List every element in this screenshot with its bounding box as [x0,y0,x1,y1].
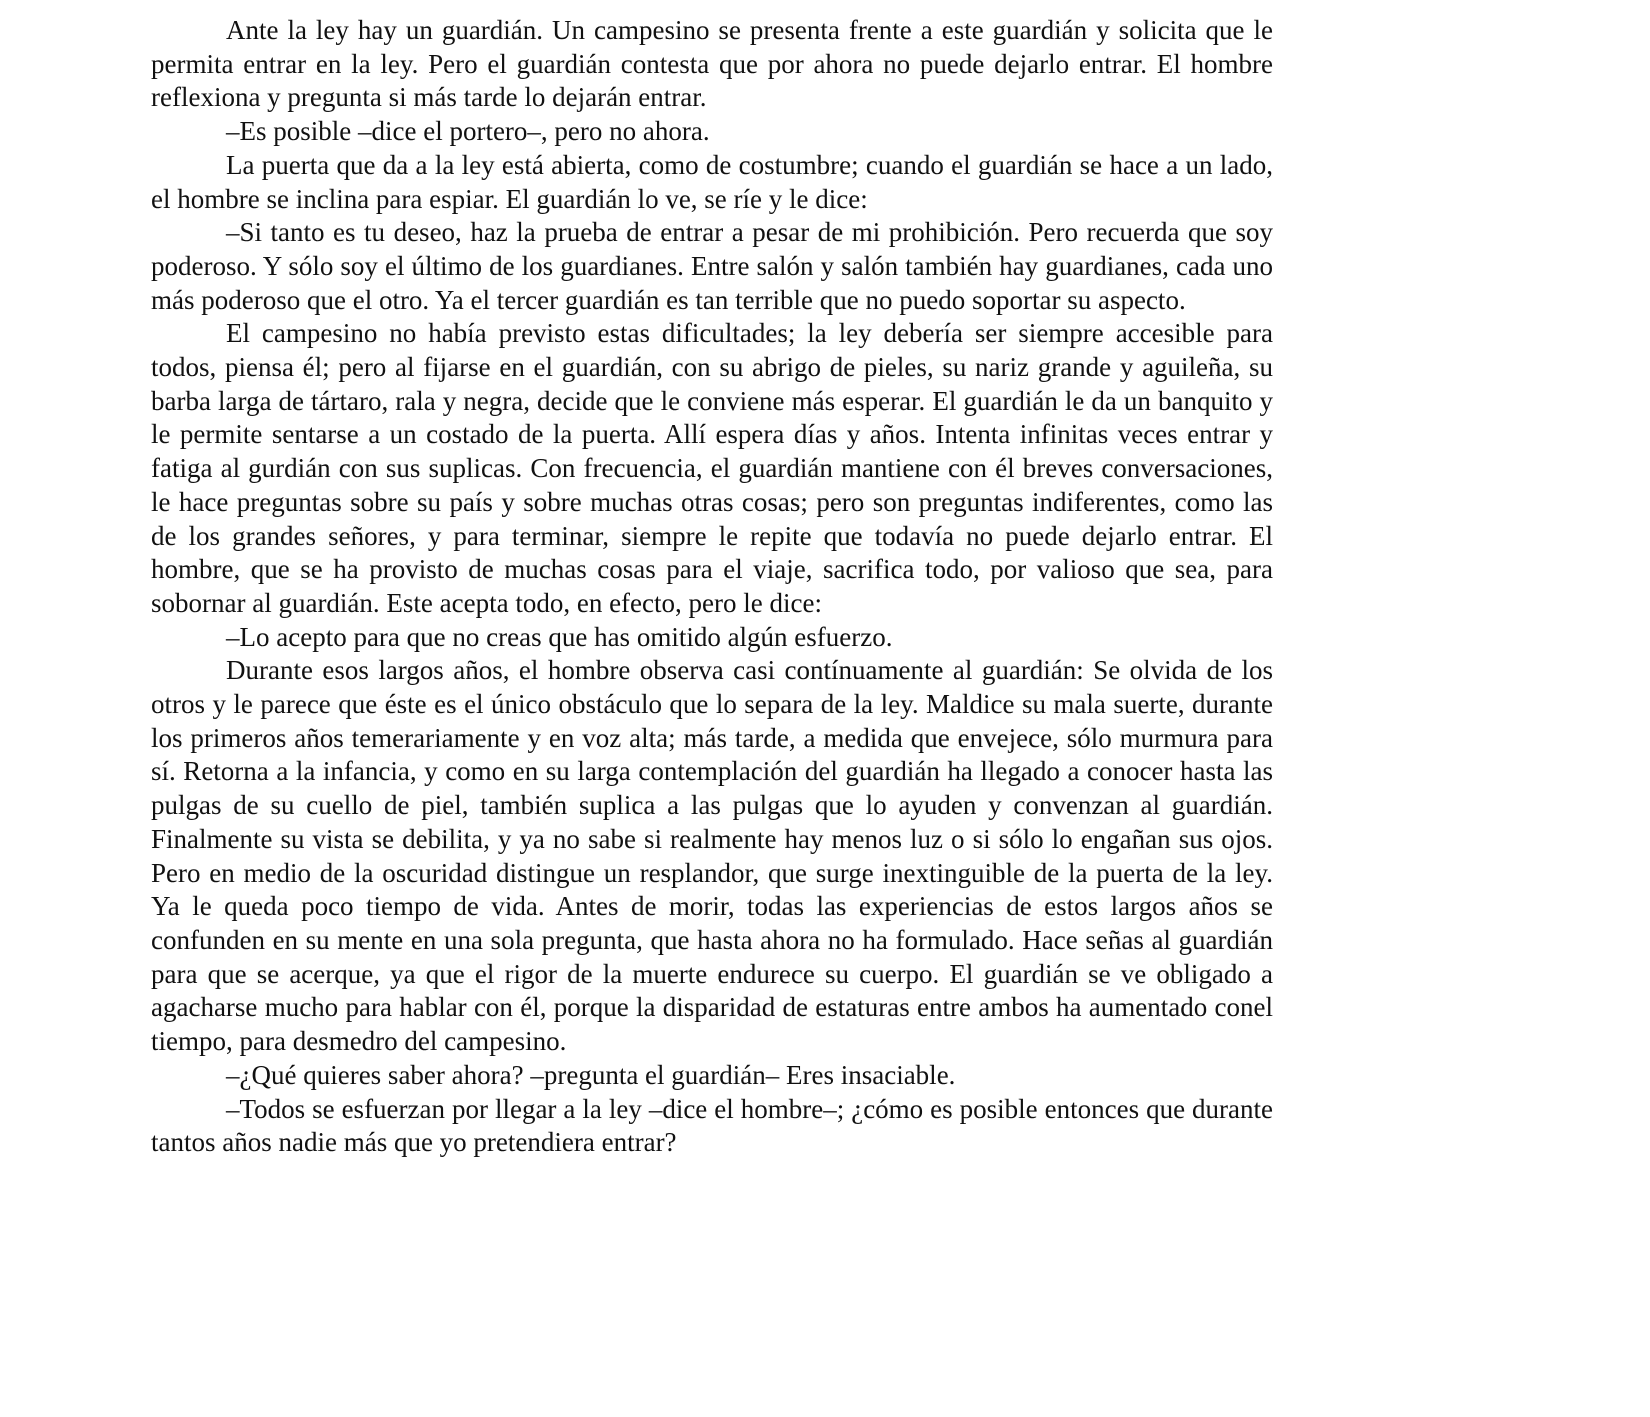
paragraph-6: –Lo acepto para que no creas que has omitido algún esfuerzo. [226,621,893,652]
paragraph-1: Ante la ley hay un guardián. Un campesino se presenta frente a este guardián y solicita que le permita entrar en la ley. Pero el guardián contesta que por ahora no puede dejarlo entrar. El hombre reflexiona y pregunta si más tarde lo dejarán entrar. [151,15,1273,113]
paragraph-4: –Si tanto es tu deseo, haz la prueba de entrar a pesar de mi prohibición. Pero recuerda que soy poderoso. Y sólo soy el último de los guardianes. Entre salón y salón también hay guardianes, cada uno más poderoso que el otro. Ya el tercer guardián es tan terrible que no puedo soportar su aspecto. [151,217,1273,315]
paragraph-9: –Todos se esfuerzan por llegar a la ley –dice el hombre–; ¿cómo es posible entonces que durante tantos años nadie más que yo pretendiera entrar? [151,1093,1273,1158]
paragraph-5: El campesino no había previsto estas dificultades; la ley debería ser siempre accesible para todos, piensa él; pero al fijarse en el guardián, con su abrigo de pieles, su nariz grande y aguileña, su barba larga de tártaro, rala y negra, decide que le conviene más esperar. El guardián le da un banquito y le permite sentarse a un costado de la puerta. Allí espera días y años. Intenta infinitas veces entrar y fatiga al gurdián con sus suplicas. Con frecuencia, el guardián mantiene con él breves conversaciones, le hace preguntas sobre su país y sobre muchas otras cosas; pero son preguntas indiferentes, como las de los grandes señores, y para terminar, siempre le repite que todavía no puede dejarlo entrar. El hombre, que se ha provisto de muchas cosas para el viaje, sacrifica todo, por valioso que sea, para sobornar al guardián. Este acepta todo, en efecto, pero le dice: [151,318,1273,618]
paragraph-2: –Es posible –dice el portero–, pero no ahora. [226,116,710,147]
document-page [151,14,1273,1160]
paragraph-8: –¿Qué quieres saber ahora? –pregunta el guardián– Eres insaciable. [226,1059,956,1090]
paragraph-3: La puerta que da a la ley está abierta, como de costumbre; cuando el guardián se hace a un lado, el hombre se inclina para espiar. El guardián lo ve, se ríe y le dice: [151,149,1273,214]
paragraph-7: Durante esos largos años, el hombre observa casi contínuamente al guardián: Se olvida de los otros y le parece que éste es el único obstáculo que lo separa de la ley. Maldice su mala suerte, durante los primeros años temerariamente y en voz alta; más tarde, a medida que envejece, sólo murmura para sí. Retorna a la infancia, y como en su larga contemplación del guardián ha llegado a conocer hasta las pulgas de su cuello de piel, también suplica a las pulgas que lo ayuden y convenzan al guardián. Finalmente su vista se debilita, y ya no sabe si realmente hay menos luz o si sólo lo engañan sus ojos. Pero en medio de la oscuridad distingue un resplandor, que surge inextinguible de la puerta de la ley. Ya le queda poco tiempo de vida. Antes de morir, todas las experiencias de estos largos años se confunden en su mente en una sola pregunta, que hasta ahora no ha formulado. Hace señas al guardián para que se acerque, ya que el rigor de la muerte endurece su cuerpo. El guardián se ve obligado a agacharse mucho para hablar con él, porque la disparidad de estaturas entre ambos ha aumentado conel tiempo, para desmedro del campesino. [151,655,1273,1057]
